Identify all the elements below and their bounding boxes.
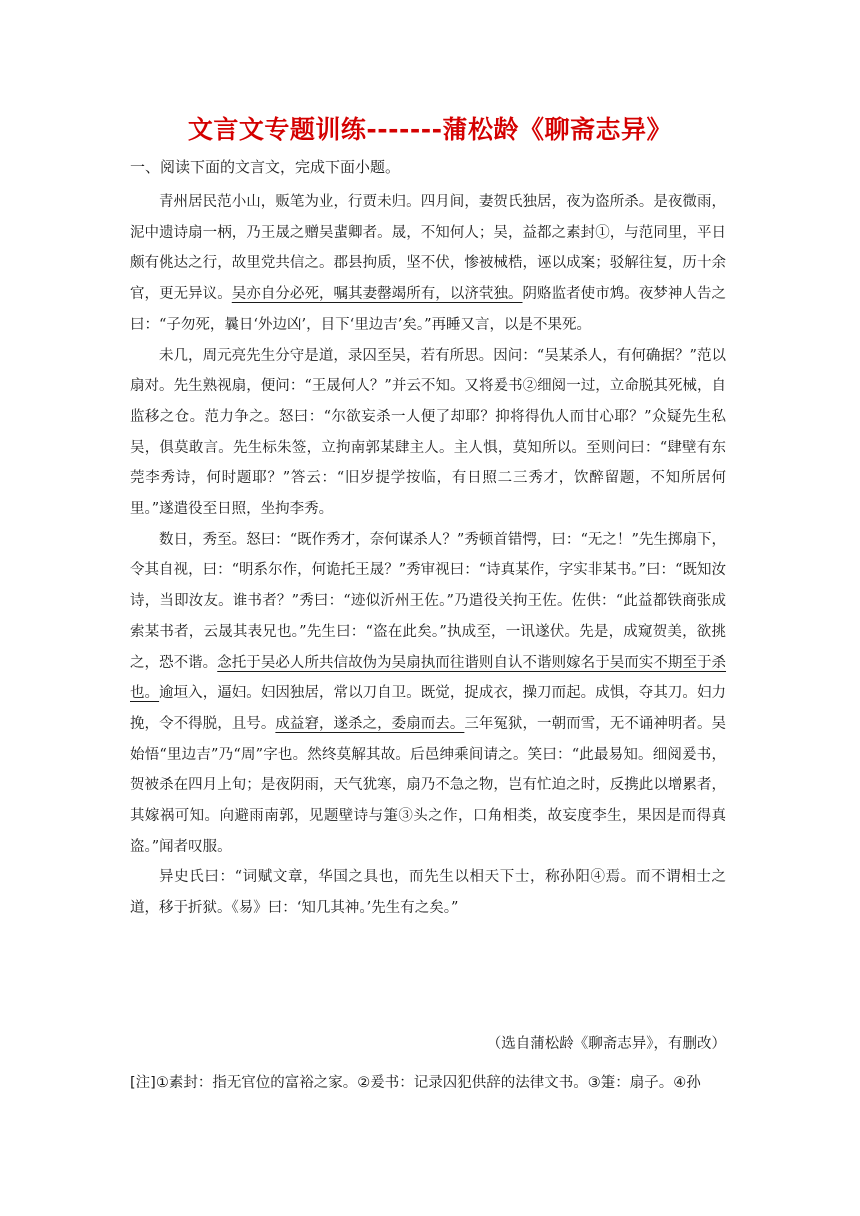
source-attribution: （选自蒲松龄《聊斋志异》，有删改） [486, 1036, 726, 1052]
passage-text: 未几，周元亮先生分守是道，录囚至吴，若有所思。因问：“吴某杀人，有何确据？”范以扇对。先生熟视扇，便问：“王晟何人？”并云不知。又将爰书②细阅一过，立命脱其死械，自监移之仓。范力争之。怒曰：“尔欲妄杀一人便了却耶？抑将得仇人而甘心耶？”众疑先生私吴，俱莫敢言。先生标朱签，立拘南郭某肆主人。主人惧，莫知所以。至则问曰：“肆壁有东莞李秀诗，何时题耶？”答云：“旧岁提学按临，有日照二三秀才，饮醉留题，不知所居何里。”遂遣役至日照，坐拘李秀。 [130, 347, 726, 518]
underlined-sentence: 念托于吴必人所共信故伪为吴扇执而往谐则自认不谐则嫁名于吴而实不期至于杀也。 [130, 654, 727, 702]
passage-text: 三年冤狱，一朝而雪，无不诵神明者。吴始悟“里边吉”乃“周”字也。然终莫解其故。后邑绅乘间请之。笑曰：“此最易知。细阅爰书，贺被杀在四月上旬；是夜阴雨，天气犹寒，扇乃不急之物，岂有忙迫之时，反携此以增累者，其嫁祸可知。向避雨南郭，见题壁诗与箑③头之作，口角相类，故妄度李生，果因是而得真盗。”闻者叹服。 [130, 715, 727, 855]
underlined-sentence: 吴亦自分必死，嘱其妻罄竭所有，以济茕独。 [231, 286, 523, 303]
passage-paragraph-4 [130, 862, 726, 923]
document-title: 文言文专题训练-------蒲松龄《聊斋志异》 [187, 115, 673, 144]
underlined-sentence: 成益窘，遂杀之，委扇而去。 [275, 715, 465, 732]
section-heading: 一、阅读下面的文言文，完成下面小题。 [130, 158, 401, 176]
footnote: [注]①素封：指无官位的富裕之家。②爰书：记录囚犯供辞的法律文书。③箑：扇子。④孙 [130, 1075, 701, 1091]
passage-paragraph-1 [130, 187, 726, 341]
passage-text: 青州居民范小山，贩笔为业，行贾未归。四月间，妻贺氏独居，夜为盗所杀。是夜微雨，泥中遗诗扇一柄，乃王晟之赠吴蜚卿者。晟，不知何人；吴，益都之素封①，与范同里，平日颇有佻达之行，故里党共信之。郡县拘质，坚不伏，惨被械梏，诬以成案；驳解往复，历十余官，更无异议。 [130, 194, 726, 303]
passage-text: 阴赂监者使市鸩。夜梦神人告之曰：“子勿死，曩日‘外边凶’，目下‘里边吉’矣。”再睡又言，以是不果死。 [130, 286, 727, 333]
passage-text: 异史氏曰：“词赋文章，华国之具也，而先生以相天下士，称孙阳④焉。而不谓相士之道，移于折狱。《易》曰：‘知几其神。’先生有之矣。” [130, 869, 726, 917]
passage-paragraph-3 [130, 525, 726, 863]
passage-body [130, 187, 726, 924]
passage-paragraph-2 [130, 341, 726, 525]
passage-text: 数日，秀至。怒曰：“既作秀才，奈何谋杀人？”秀顿首错愕，曰：“无之！”先生掷扇下，令其自视，曰：“明系尔作，何诡托王晟？”秀审视曰：“诗真某作，字实非某书。”曰：“既知汝诗，当即汝友。谁书者？”秀曰：“迹似沂州王佐。”乃遣役关拘王佐。佐供：“此益都铁商张成索某书者，云晟其表兄也。”先生曰：“盗在此矣。”执成至，一讯遂伏。先是，成窥贺美，欲挑之，恐不谐。 [130, 531, 726, 671]
passage-text: 逾垣入，逼妇。妇因独居，常以刀自卫。既觉，捉成衣，操刀而起。成惧，夺其刀。妇力挽，令不得脱，且号。 [130, 685, 726, 732]
